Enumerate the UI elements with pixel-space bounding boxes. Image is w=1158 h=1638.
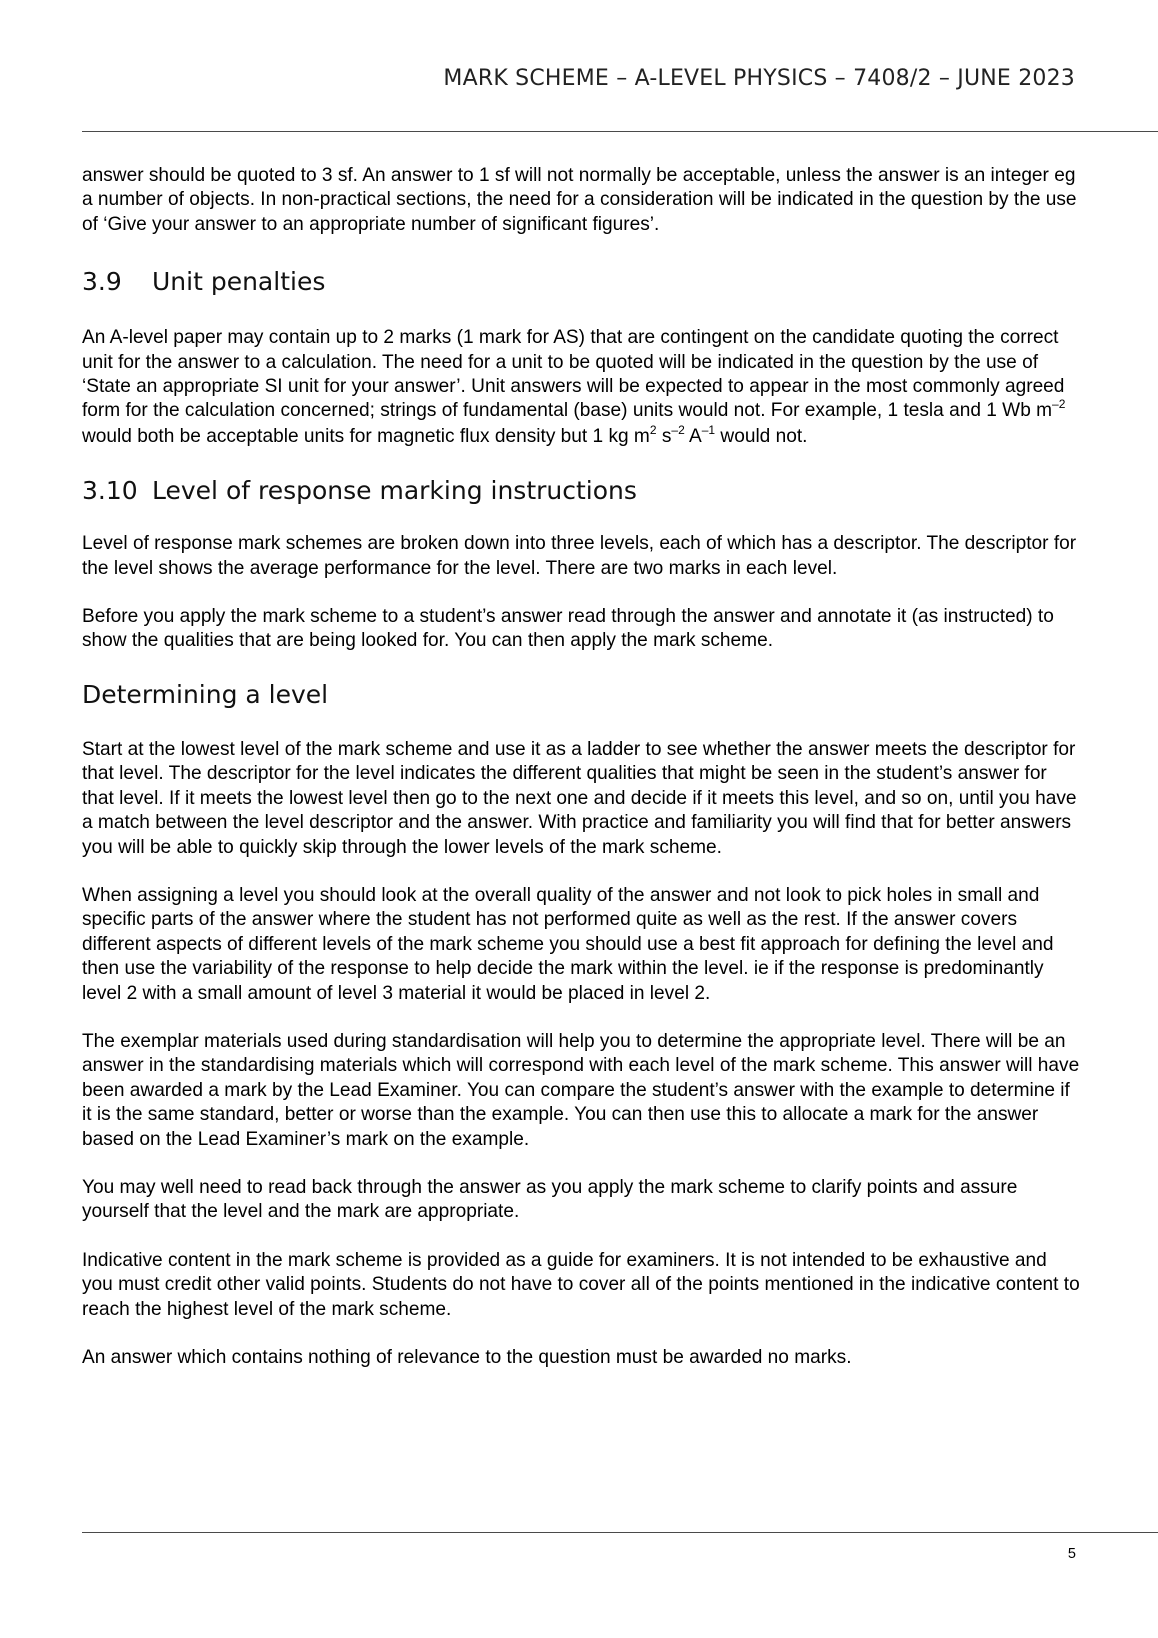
- superscript: –2: [671, 422, 685, 437]
- determining-level-paragraph-1: Start at the lowest level of the mark scheme and use it as a ladder to see whether the answer meets the descriptor for that level. The descriptor for the level indicates the different qualities that might be seen in the student’s answer for that level. If it meets the lowest level then go to the next one and decide if it meets this level, and so on, until you have a match between the level descriptor and the answer. With practice and familiarity you will find that for better answers you will be able to quickly skip through the lower levels of the mark scheme.: [82, 738, 1077, 858]
- section-number: 3.9: [82, 267, 122, 297]
- level-of-response-paragraph-2: Before you apply the mark scheme to a student’s answer read through the answer and annotate it (as instructed) to show the qualities that are being looked for. You can then apply the mark scheme.: [82, 606, 1054, 652]
- text-run: An A-level paper may contain up to 2 marks (1 mark for AS) that are contingent on the candidate quoting the correct unit for the answer to a calculation. The need for a unit to be quoted will be indicated in the question by the use of ‘State an appropriate SI unit for your answer’. Unit answers will be expected to appear in the most commonly agreed form for the calculation concerned; strings of fundamental (base) units would not. For example, 1 tesla and 1 Wb m: [82, 327, 1065, 422]
- text-run: would both be acceptable units for magnetic flux density but 1 kg m: [82, 425, 650, 447]
- page-header-title: MARK SCHEME – A-LEVEL PHYSICS – 7408/2 – JUNE 2023: [443, 66, 1075, 91]
- intro-paragraph: answer should be quoted to 3 sf. An answer to 1 sf will not normally be acceptable, unless the answer is an integer eg a number of objects. In non-practical sections, the need for a consideration will be indicated in the question by the use of ‘Give your answer to an appropriate number of significant figures’.: [82, 165, 1077, 235]
- text-run: would not.: [715, 425, 808, 447]
- footer-divider: [82, 1532, 1158, 1533]
- section-title: Unit penalties: [152, 267, 326, 297]
- section-heading-level-of-response: [82, 476, 1082, 506]
- determining-level-paragraph-6: An answer which contains nothing of relevance to the question must be awarded no marks.: [82, 1347, 852, 1368]
- text-run: s: [656, 425, 672, 447]
- page-number: 5: [1067, 1546, 1076, 1562]
- determining-level-paragraph-5: Indicative content in the mark scheme is provided as a guide for examiners. It is not intended to be exhaustive and you must credit other valid points. Students do not have to cover all of the points mentioned in the indicative content to reach the highest level of the mark scheme.: [82, 1249, 1080, 1320]
- level-of-response-paragraph-1: Level of response mark schemes are broken down into three levels, each of which has a descriptor. The descriptor for the level shows the average performance for the level. There are two marks in each level.: [82, 533, 1077, 579]
- page-content: [82, 164, 1082, 1370]
- header-divider: [82, 131, 1158, 132]
- section-number: 3.10: [82, 476, 138, 506]
- text-run: A: [684, 425, 702, 447]
- superscript: –1: [701, 422, 716, 437]
- determining-level-paragraph-3: The exemplar materials used during standardisation will help you to determine the appropriate level. There will be an answer in the standardising materials which will correspond with each level of the mark scheme. This answer will have been awarded a mark by the Lead Examiner. You can compare the student’s answer with the example to determine if it is the same standard, better or worse than the example. You can then use this to allocate a mark for the answer based on the Lead Examiner’s mark on the example.: [82, 1030, 1080, 1150]
- subheading-determining-a-level: Determining a level: [82, 679, 329, 709]
- unit-penalties-paragraph: [82, 326, 1082, 450]
- section-heading-unit-penalties: [82, 267, 1082, 297]
- superscript: –2: [1052, 397, 1066, 412]
- determining-level-paragraph-4: You may well need to read back through the answer as you apply the mark scheme to clarify points and assure yourself that the level and the mark are appropriate.: [82, 1176, 1018, 1223]
- determining-level-paragraph-2: When assigning a level you should look at the overall quality of the answer and not look to pick holes in small and specific parts of the answer where the student has not performed quite as well as the rest. If the answer covers different aspects of different levels of the mark scheme you should use a best fit approach for defining the level and then use the variability of the response to help decide the mark within the level. ie if the response is predominantly level 2 with a small amount of level 3 material it would be placed in level 2.: [82, 884, 1054, 1004]
- superscript: 2: [649, 422, 657, 437]
- section-title: Level of response marking instructions: [152, 476, 637, 506]
